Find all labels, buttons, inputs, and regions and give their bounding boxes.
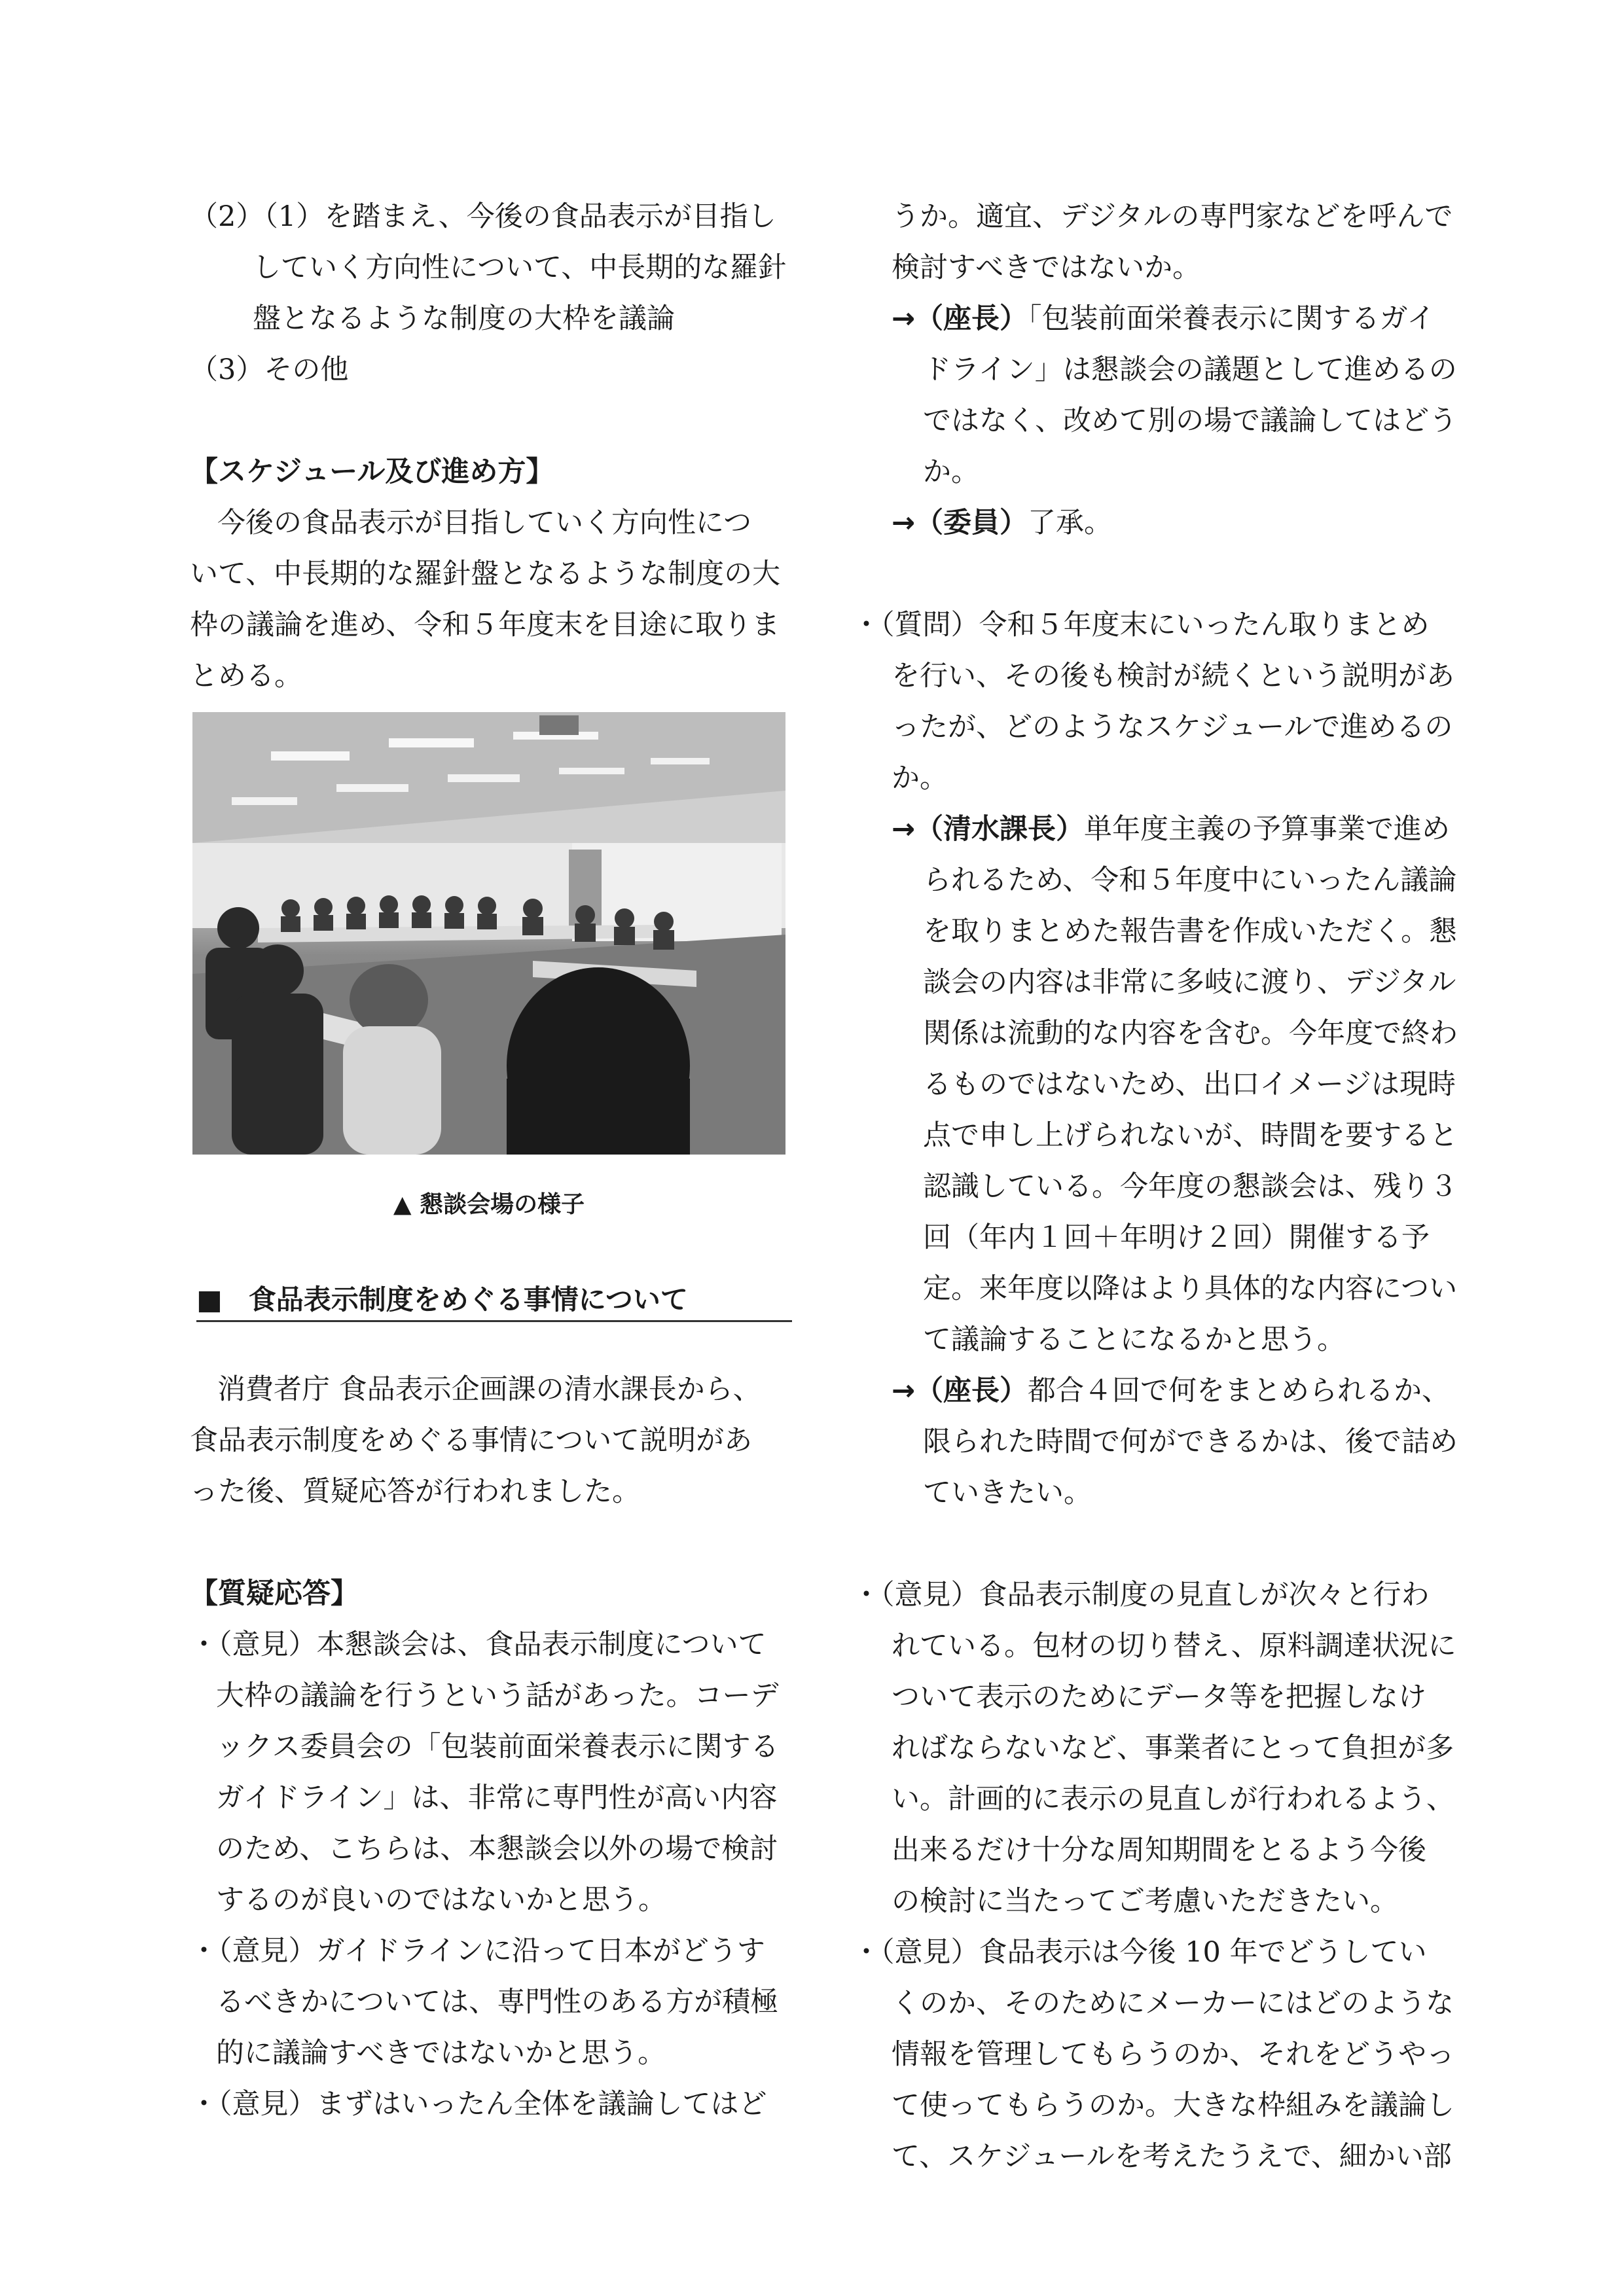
schedule-paragraph-line: 枠の議論を進め、令和５年度末を目途に取りま (190, 609, 780, 641)
schedule-paragraph-line: とめる。 (190, 660, 302, 692)
qa-line: ・（意見）ガイドラインに沿って日本がどうす (190, 1935, 765, 1967)
speaker-label: →（座長） (892, 1374, 1028, 1407)
qa-line: て使ってもらうのか。大きな枠組みを議論し (892, 2089, 1454, 2122)
speaker-label: →（座長） (892, 302, 1028, 335)
qa-line: られるため、令和５年度中にいったん議論 (923, 864, 1457, 897)
qa-line: を行い、その後も検討が続くという説明があ (892, 660, 1454, 692)
qa-line: ・（質問）令和５年度末にいったん取りまとめ (852, 609, 1430, 641)
right-column (852, 191, 1458, 2182)
qa-line: 談会の内容は非常に多岐に渡り、デジタル (923, 966, 1456, 999)
qa-line: るべきかについては、専門性のある方が積極 (216, 1986, 779, 2018)
qa-line: 限られた時間で何ができるかは、後で詰め (923, 1426, 1458, 1458)
photo-caption: ▲ 懇談会場の様子 (393, 1191, 585, 1218)
speaker-label: →（委員） (892, 507, 1028, 539)
qa-line: の検討に当たってご考慮いただきたい。 (892, 1885, 1398, 1918)
qa-line: か。 (923, 456, 979, 488)
meeting-room-illustration (192, 712, 785, 1155)
agenda-item-3: （3）その他 (190, 353, 349, 386)
qa-line: ガイドライン」は、非常に専門性が高い内容 (216, 1782, 778, 1814)
shimizu-reply: →（清水課長）単年度主義の予算事業で進め (892, 813, 1451, 846)
qa-line: ・（意見）まずはいったん全体を議論してはど (190, 2088, 767, 2121)
qa-heading: 【質疑応答】 (190, 1577, 359, 1610)
agenda-item-2-cont: 盤となるような制度の大枠を議論 (253, 302, 675, 335)
qa-line: ていきたい。 (923, 1477, 1092, 1509)
qa-line: ドライン」は懇談会の議題として進めるの (923, 353, 1457, 386)
qa-line: て議論することになるかと思う。 (923, 1323, 1345, 1356)
qa-line: ・（意見）食品表示は今後 10 年でどうしてい (852, 1936, 1427, 1969)
qa-line: のため、こちらは、本懇談会以外の場で検討 (216, 1833, 778, 1865)
intro-line: 消費者庁 食品表示企画課の清水課長から、 (217, 1373, 761, 1406)
qa-line: 出来るだけ十分な周知期間をとるよう今後 (892, 1834, 1426, 1867)
square-bullet-icon: ■ (196, 1283, 223, 1316)
qa-line: 情報を管理してもらうのか、それをどうやっ (892, 2038, 1454, 2071)
qa-line: を取りまとめた報告書を作成いただく。懇 (923, 915, 1458, 948)
agenda-item-2: （2）（1）を踏まえ、今後の食品表示が目指し (190, 200, 776, 233)
meeting-room-photo (192, 712, 785, 1155)
qa-line: 的に議論すべきではないかと思う。 (216, 2037, 666, 2070)
qa-line: ついて表示のためにデータ等を把握しなけ (892, 1681, 1426, 1713)
speaker-label: →（清水課長） (892, 813, 1085, 846)
qa-line: ・（意見）本懇談会は、食品表示制度について (190, 1628, 767, 1661)
qa-line: するのが良いのではないかと思う。 (216, 1884, 666, 1916)
schedule-paragraph-line: いて、中長期的な羅針盤となるような制度の大 (190, 558, 781, 590)
qa-line: 点で申し上げられないが、時間を要すると (923, 1119, 1458, 1152)
qa-line: い。計画的に表示の見直しが行われるよう、 (892, 1783, 1454, 1816)
qa-line: 関係は流動的な内容を含む。今年度で終わ (923, 1017, 1458, 1050)
section-title (196, 1280, 792, 1322)
qa-line: 回（年内１回＋年明け２回）開催する予 (923, 1221, 1430, 1254)
schedule-paragraph-line: 今後の食品表示が目指していく方向性につ (217, 507, 752, 539)
agenda-item-2-cont: していく方向性について、中長期的な羅針 (253, 251, 787, 284)
qa-line: ったが、どのようなスケジュールで進めるの (892, 711, 1453, 744)
qa-line: ればならないなど、事業者にとって負担が多 (892, 1732, 1454, 1765)
qa-line: ・（意見）食品表示制度の見直しが次々と行わ (852, 1579, 1430, 1611)
schedule-heading: 【スケジュール及び進め方】 (190, 456, 554, 488)
section-title-text: 食品表示制度をめぐる事情について (248, 1283, 688, 1316)
intro-line: 食品表示制度をめぐる事情について説明があ (190, 1424, 753, 1457)
left-column (190, 191, 792, 702)
qa-line: れている。包材の切り替え、原料調達状況に (892, 1630, 1456, 1662)
qa-line: くのか、そのためにメーカーにはどのような (892, 1987, 1454, 2020)
qa-line: ックス委員会の「包装前面栄養表示に関する (216, 1731, 779, 1763)
qa-line: 検討すべきではないか。 (892, 251, 1201, 284)
qa-line: 大枠の議論を行うという話があった。コーデ (216, 1679, 779, 1712)
qa-line: ではなく、改めて別の場で議論してはどう (923, 404, 1458, 437)
qa-line: 認識している。今年度の懇談会は、残り３ (923, 1170, 1458, 1203)
intro-line: った後、質疑応答が行われました。 (190, 1475, 640, 1508)
qa-line: るものではないため、出口イメージは現時 (923, 1068, 1456, 1101)
qa-line: か。 (892, 762, 948, 795)
qa-line: て、スケジュールを考えたうえで、細かい部 (892, 2140, 1452, 2173)
member-reply: →（委員）了承。 (892, 507, 1113, 539)
left-column-lower (190, 1364, 792, 2130)
chair-reply-2: →（座長）都合４回で何をまとめられるか、 (892, 1374, 1451, 1407)
chair-reply-1: →（座長）「包装前面栄養表示に関するガイ (892, 302, 1435, 335)
qa-line: うか。適宜、デジタルの専門家などを呼んで (892, 200, 1453, 233)
qa-line: 定。来年度以降はより具体的な内容につい (923, 1272, 1458, 1305)
